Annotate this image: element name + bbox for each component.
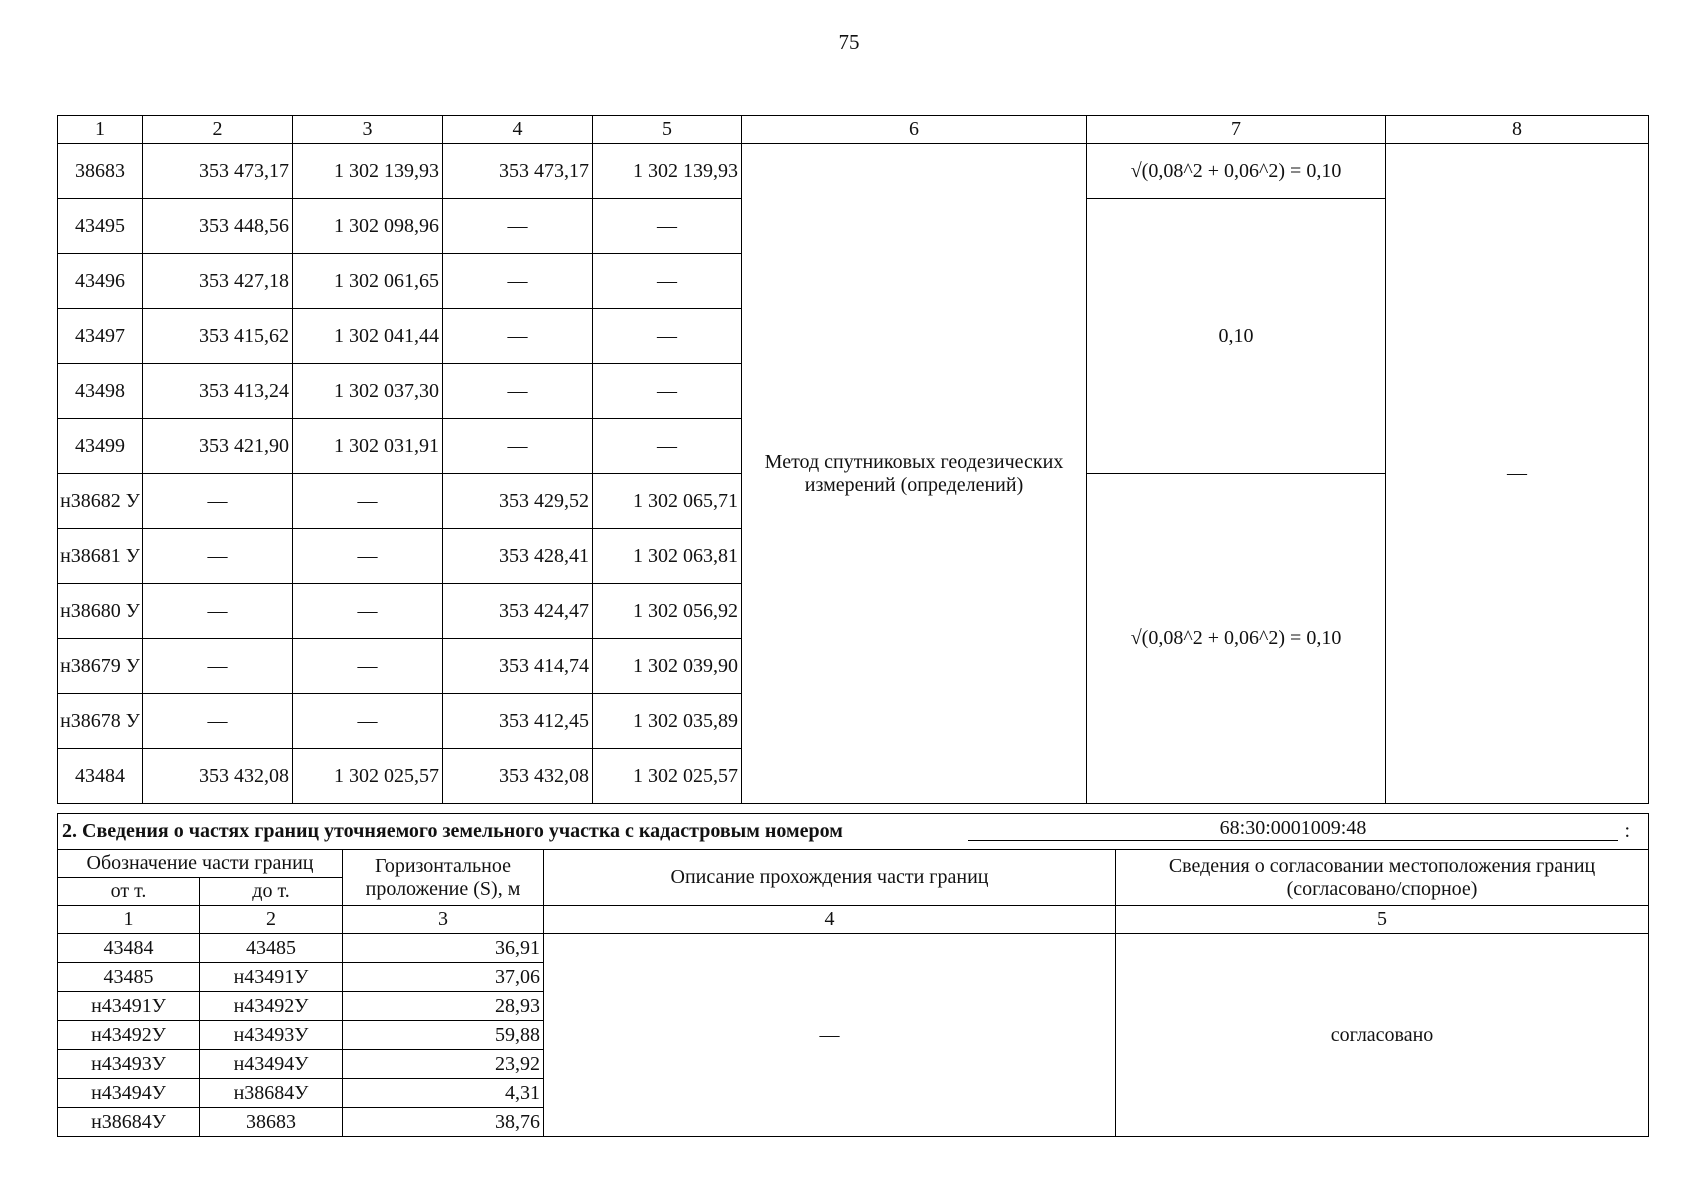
y-new-cell: — [593,364,742,419]
x-new-cell: — [443,364,593,419]
section-title-cell [58,814,1649,850]
point-id-cell: 43499 [58,419,143,474]
x-old-cell: 353 421,90 [143,419,293,474]
header-description: Описание прохождения части границ [544,850,1116,906]
accuracy-cell: 0,10 [1087,199,1386,474]
from-point-cell: н38684У [58,1108,200,1137]
x-old-cell: — [143,529,293,584]
point-id-cell: н38682 У [58,474,143,529]
table-row [58,144,1649,199]
y-new-cell: — [593,309,742,364]
column-number: 5 [1116,906,1649,934]
point-id-cell: 43498 [58,364,143,419]
to-point-cell: 43485 [200,934,343,963]
distance-cell: 36,91 [343,934,544,963]
to-point-cell: 38683 [200,1108,343,1137]
column-number: 3 [343,906,544,934]
from-point-cell: н43492У [58,1021,200,1050]
point-id-cell: 43496 [58,254,143,309]
x-new-cell: — [443,199,593,254]
table-header-row [58,116,1649,144]
cadastral-number: 68:30:0001009:48 [968,817,1618,841]
x-new-cell: 353 429,52 [443,474,593,529]
agreement-cell: согласовано [1116,934,1649,1137]
y-new-cell: 1 302 035,89 [593,694,742,749]
distance-cell: 23,92 [343,1050,544,1079]
y-old-cell: — [293,474,443,529]
y-new-cell: — [593,254,742,309]
to-point-cell: н43491У [200,963,343,992]
column-number: 1 [58,116,143,144]
column-number: 3 [293,116,443,144]
point-id-cell: н38680 У [58,584,143,639]
y-new-cell: 1 302 139,93 [593,144,742,199]
y-new-cell: 1 302 065,71 [593,474,742,529]
column-number: 8 [1386,116,1649,144]
y-new-cell: — [593,199,742,254]
column-number: 4 [443,116,593,144]
to-point-cell: н43493У [200,1021,343,1050]
from-point-cell: н43494У [58,1079,200,1108]
x-old-cell: 353 448,56 [143,199,293,254]
column-number: 2 [143,116,293,144]
distance-cell: 4,31 [343,1079,544,1108]
header-agreement: Сведения о согласовании местоположения границ (согласовано/спорное) [1116,850,1649,906]
boundary-points-table [57,115,1649,804]
to-point-cell: н43492У [200,992,343,1021]
column-number-row [58,906,1649,934]
y-old-cell: 1 302 031,91 [293,419,443,474]
x-old-cell: 353 432,08 [143,749,293,804]
x-old-cell: — [143,474,293,529]
y-old-cell: — [293,694,443,749]
point-id-cell: 43484 [58,749,143,804]
column8-cell: — [1386,144,1649,804]
column-number: 6 [742,116,1087,144]
section-title: 2. Сведения о частях границ уточняемого земельного участка с кадастровым номером [62,820,843,842]
y-old-cell: 1 302 061,65 [293,254,443,309]
to-point-cell: н38684У [200,1079,343,1108]
column-number: 1 [58,906,200,934]
x-new-cell: 353 424,47 [443,584,593,639]
y-old-cell: 1 302 037,30 [293,364,443,419]
x-new-cell: 353 414,74 [443,639,593,694]
table-row [58,934,1649,963]
point-id-cell: н38681 У [58,529,143,584]
accuracy-cell: √(0,08^2 + 0,06^2) = 0,10 [1087,144,1386,199]
distance-cell: 28,93 [343,992,544,1021]
boundary-parts-table [57,813,1649,1137]
x-old-cell: 353 473,17 [143,144,293,199]
x-old-cell: 353 427,18 [143,254,293,309]
point-id-cell: 43497 [58,309,143,364]
column-number: 7 [1087,116,1386,144]
header-from: от т. [58,878,200,906]
distance-cell: 38,76 [343,1108,544,1137]
x-old-cell: — [143,584,293,639]
y-new-cell: — [593,419,742,474]
x-new-cell: 353 473,17 [443,144,593,199]
x-new-cell: — [443,254,593,309]
header-row-1 [58,850,1649,878]
from-point-cell: н43493У [58,1050,200,1079]
y-new-cell: 1 302 063,81 [593,529,742,584]
point-id-cell: н38679 У [58,639,143,694]
y-old-cell: 1 302 098,96 [293,199,443,254]
column-number: 2 [200,906,343,934]
point-id-cell: 38683 [58,144,143,199]
x-new-cell: — [443,419,593,474]
point-id-cell: 43495 [58,199,143,254]
y-old-cell: — [293,584,443,639]
header-horizontal-distance: Горизонтальное проложение (S), м [343,850,544,906]
x-old-cell: — [143,694,293,749]
title-colon: : [1624,820,1631,842]
from-point-cell: 43485 [58,963,200,992]
accuracy-cell: √(0,08^2 + 0,06^2) = 0,10 [1087,474,1386,804]
from-point-cell: н43491У [58,992,200,1021]
column-number: 5 [593,116,742,144]
x-old-cell: 353 413,24 [143,364,293,419]
point-id-cell: н38678 У [58,694,143,749]
y-new-cell: 1 302 025,57 [593,749,742,804]
distance-cell: 59,88 [343,1021,544,1050]
header-to: до т. [200,878,343,906]
x-new-cell: 353 428,41 [443,529,593,584]
page-number: 75 [838,30,860,54]
from-point-cell: 43484 [58,934,200,963]
y-old-cell: 1 302 041,44 [293,309,443,364]
y-old-cell: 1 302 139,93 [293,144,443,199]
to-point-cell: н43494У [200,1050,343,1079]
description-cell: — [544,934,1116,1137]
method-cell: Метод спутниковых геодезических измерений (определений) [742,144,1087,804]
x-old-cell: — [143,639,293,694]
y-old-cell: — [293,639,443,694]
x-new-cell: 353 412,45 [443,694,593,749]
section-title-row [58,814,1649,850]
distance-cell: 37,06 [343,963,544,992]
y-new-cell: 1 302 039,90 [593,639,742,694]
x-new-cell: — [443,309,593,364]
x-old-cell: 353 415,62 [143,309,293,364]
y-old-cell: — [293,529,443,584]
column-number: 4 [544,906,1116,934]
header-part-designation: Обозначение части границ [58,850,343,878]
y-old-cell: 1 302 025,57 [293,749,443,804]
x-new-cell: 353 432,08 [443,749,593,804]
y-new-cell: 1 302 056,92 [593,584,742,639]
